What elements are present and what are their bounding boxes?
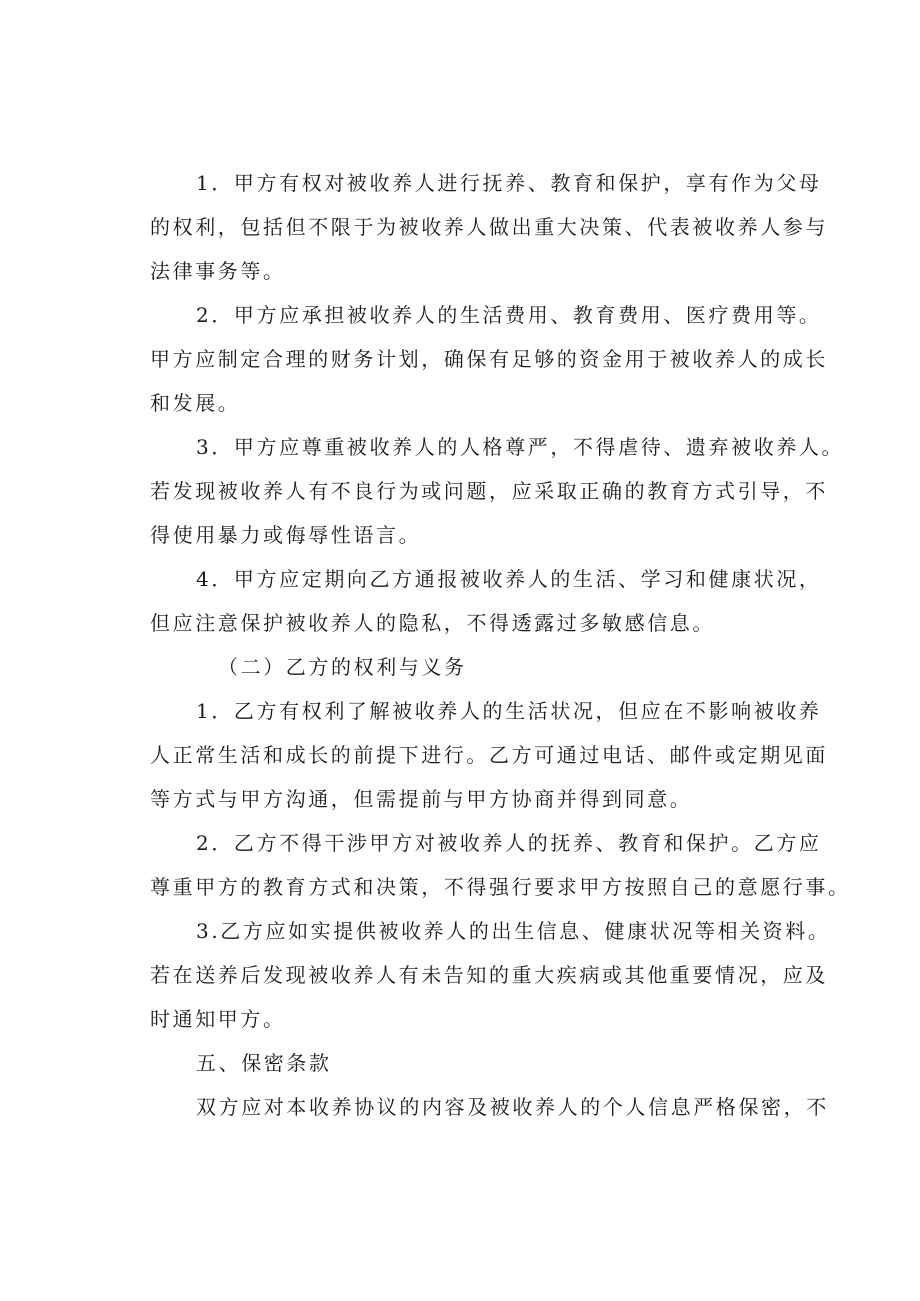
party-b-clause-2-line-1: 2．乙方不得干涉甲方对被收养人的抚养、教育和保护。乙方应 (196, 831, 822, 855)
clause-3-line-2: 若发现被收养人有不良行为或问题，应采取正确的教育方式引导，不 (150, 479, 828, 503)
clause-1-line-1: 1．甲方有权对被收养人进行抚养、教育和保护，享有作为父母 (196, 171, 822, 195)
section-heading-confidentiality: 五、保密条款 (196, 1051, 332, 1075)
party-b-clause-1-line-2: 人正常生活和成长的前提下进行。乙方可通过电话、邮件或定期见面 (150, 743, 828, 767)
party-b-clause-3-line-2: 若在送养后发现被收养人有未告知的重大疾病或其他重要情况，应及 (150, 963, 828, 987)
party-b-clause-3-line-1: 3.乙方应如实提供被收养人的出生信息、健康状况等相关资料。 (196, 919, 831, 943)
party-b-clause-1-line-1: 1．乙方有权利了解被收养人的生活状况，但应在不影响被收养 (196, 699, 822, 723)
clause-2-line-3: 和发展。 (150, 391, 241, 415)
clause-4-line-1: 4．甲方应定期向乙方通报被收养人的生活、学习和健康状况， (196, 567, 822, 591)
party-b-clause-1-line-3: 等方式与甲方沟通，但需提前与甲方协商并得到同意。 (150, 787, 693, 811)
clause-3-line-3: 得使用暴力或侮辱性语言。 (150, 523, 422, 547)
party-b-clause-3-line-3: 时通知甲方。 (150, 1007, 286, 1031)
clause-2-line-2: 甲方应制定合理的财务计划，确保有足够的资金用于被收养人的成长 (150, 347, 828, 371)
clause-4-line-2: 但应注意保护被收养人的隐私，不得透露过多敏感信息。 (150, 611, 715, 635)
clause-1-line-2: 的权利，包括但不限于为被收养人做出重大决策、代表被收养人参与 (150, 215, 828, 239)
confidentiality-line-1: 双方应对本收养协议的内容及被收养人的个人信息严格保密，不 (196, 1095, 829, 1119)
party-b-clause-2-line-2: 尊重甲方的教育方式和决策，不得强行要求甲方按照自己的意愿行事。 (150, 875, 851, 899)
section-heading-party-b: （二）乙方的权利与义务 (218, 655, 467, 679)
clause-3-line-1: 3．甲方应尊重被收养人的人格尊严，不得虐待、遗弃被收养人。 (196, 435, 845, 459)
clause-1-line-3: 法律事务等。 (150, 259, 286, 283)
clause-2-line-1: 2．甲方应承担被收养人的生活费用、教育费用、医疗费用等。 (196, 303, 822, 327)
